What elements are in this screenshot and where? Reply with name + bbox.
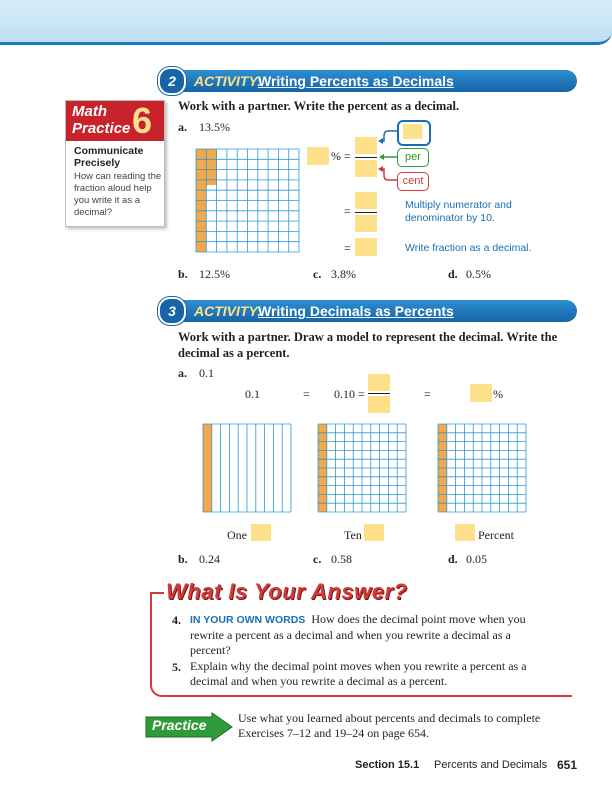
- a3-part-b-value: 0.24: [199, 552, 220, 566]
- q5-number: 5.: [172, 660, 181, 674]
- footer-section: Section 15.1: [355, 759, 420, 771]
- callout-per: per: [397, 148, 429, 167]
- arrowhead-green: [379, 154, 384, 160]
- expr-equals-1: =: [303, 387, 310, 401]
- activity-2-number: 2: [158, 67, 186, 95]
- q4-body: [190, 612, 530, 658]
- a3-part-c-value: 0.58: [331, 552, 352, 566]
- wya-frame-top-left: [150, 592, 164, 594]
- hundred-grid-13-5: [196, 149, 299, 252]
- fraction-bar-2: [355, 212, 377, 213]
- part-c-label: c.: [313, 267, 322, 281]
- activity-2-label: ACTIVITY:: [194, 73, 262, 89]
- answer-box-numerator: [355, 137, 377, 154]
- part-d-value: 0.5%: [466, 267, 491, 281]
- practice-label: Practice: [152, 717, 207, 733]
- a3-part-d-value: 0.05: [466, 552, 487, 566]
- q4-lead: IN YOUR OWN WORDS: [190, 614, 306, 626]
- activity-2-instruction: Work with a partner. Write the percent as a decimal.: [178, 99, 460, 113]
- q4-number: 4.: [172, 613, 181, 627]
- model-label-percent: Percent: [478, 528, 514, 542]
- model-grid-ten: [318, 424, 406, 512]
- part-b-value: 12.5%: [199, 267, 230, 281]
- a3-part-b-label: b.: [178, 552, 188, 566]
- top-banner: [0, 0, 612, 45]
- equals-3: =: [344, 241, 351, 255]
- model-grid-percent: [438, 424, 526, 512]
- math-practice-line1: Math: [72, 103, 107, 120]
- expr-answer-denominator: [368, 396, 390, 413]
- note-write: Write fraction as a decimal.: [405, 242, 532, 254]
- expr-answer-numerator: [368, 374, 390, 391]
- q4-text: How does the decimal point move when you rewrite a percent as a decimal and when you rewrite a decimal as a percent?: [190, 612, 526, 657]
- math-practice-box: [65, 100, 165, 227]
- part-b-label: b.: [178, 267, 188, 281]
- math-practice-line2: Practice: [72, 120, 131, 137]
- note-multiply: Multiply numerator and denominator by 10.: [405, 199, 512, 224]
- wya-title: What Is Your Answer?: [166, 579, 408, 604]
- model-label-ten: Ten: [344, 528, 362, 542]
- callout-answer-box: [403, 124, 422, 139]
- callout-cent: cent: [397, 172, 429, 191]
- answer-box-numerator-2: [355, 192, 377, 209]
- arrowhead-red: [378, 166, 383, 172]
- a3-part-a-label: a.: [178, 366, 187, 380]
- math-practice-number: 6: [132, 100, 153, 141]
- a3-part-a-value: 0.1: [199, 366, 214, 380]
- a3-part-d-label: d.: [448, 552, 458, 566]
- activity-2-title: Writing Percents as Decimals: [258, 73, 454, 89]
- expr-answer-percent: [470, 384, 492, 402]
- answer-box-percent: [307, 147, 329, 165]
- activity-3-title: Writing Decimals as Percents: [258, 303, 454, 319]
- footer-page: 651: [557, 758, 578, 772]
- q5-text: Explain why the decimal point moves when you rewrite a percent as a decimal and when you rewrite a decimal as a percent.: [190, 659, 527, 688]
- activity-3-number: 3: [158, 297, 186, 325]
- a3-part-c-label: c.: [313, 552, 322, 566]
- math-practice-text: How can reading the fraction aloud help you write it as a decimal?: [74, 171, 162, 218]
- percent-sign: %: [331, 149, 341, 163]
- equals-2: =: [344, 204, 351, 218]
- activity-3-label: ACTIVITY:: [194, 303, 262, 319]
- model-answer-percent: [455, 524, 475, 541]
- footer-topic: Percents and Decimals: [434, 759, 548, 771]
- activity-3-instruction: Work with a partner. Draw a model to represent the decimal. Write the decimal as a percent.: [178, 330, 558, 360]
- part-d-label: d.: [448, 267, 458, 281]
- expr-fraction-bar: [368, 393, 390, 394]
- part-a-value: 13.5%: [199, 120, 230, 134]
- answer-box-decimal: [355, 238, 377, 256]
- expr-equals-2: =: [358, 387, 365, 401]
- part-a-label: a.: [178, 120, 187, 134]
- expr-left: 0.1: [245, 387, 260, 401]
- fraction-bar-1: [355, 157, 377, 158]
- model-answer-one: [251, 524, 271, 541]
- callout-arrows: [378, 128, 400, 183]
- arrowhead-blue: [378, 138, 383, 144]
- model-label-one: One: [227, 528, 247, 542]
- equals-1: =: [344, 149, 351, 163]
- expr-percent-sign: %: [493, 387, 503, 401]
- expr-equals-3: =: [424, 387, 431, 401]
- math-practice-heading: Communicate Precisely: [74, 145, 144, 169]
- model-grid-one: [203, 424, 291, 512]
- model-answer-ten: [364, 524, 384, 541]
- part-c-value: 3.8%: [331, 267, 356, 281]
- answer-box-denominator-2: [355, 215, 377, 232]
- shaded-strip: [203, 424, 212, 512]
- answer-box-denominator: [355, 160, 377, 177]
- practice-text: Use what you learned about percents and decimals to complete Exercises 7–12 and 19–24 on page 654.: [238, 711, 541, 740]
- expr-mid: 0.10: [334, 387, 355, 401]
